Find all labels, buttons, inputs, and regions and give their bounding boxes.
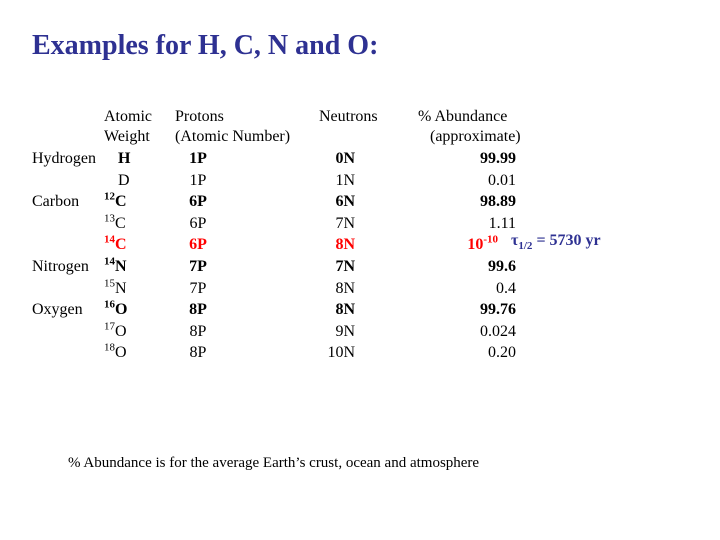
isotope-symbol: [104, 214, 126, 234]
header-atomic: Atomic: [104, 108, 152, 125]
mass-number: 13: [104, 212, 115, 225]
neutron-count: 8N: [335, 236, 355, 253]
abundance-base: 10: [467, 236, 484, 253]
neutron-count: 1N: [335, 172, 355, 189]
neutron-count: 9N: [335, 323, 355, 340]
abundance-value: 0.01: [488, 172, 516, 189]
element-name: Oxygen: [32, 301, 83, 318]
neutron-count: 7N: [335, 258, 355, 275]
header-atomic-number: (Atomic Number): [175, 128, 291, 145]
mass-number: 14: [104, 255, 115, 268]
footnote: % Abundance is for the average Earth’s crust, ocean and atmosphere: [68, 455, 480, 471]
element-symbol: H: [118, 150, 131, 167]
half-life-note: [511, 232, 601, 253]
tau-symbol: τ: [511, 232, 519, 249]
mass-number: 16: [104, 298, 115, 311]
neutron-count: 7N: [335, 215, 355, 232]
proton-count: 8P: [189, 301, 207, 318]
neutron-count: 6N: [335, 193, 355, 210]
isotope-symbol: [104, 235, 127, 255]
mass-number: 14: [104, 233, 115, 246]
element-name: Nitrogen: [32, 258, 89, 275]
mass-number: 17: [104, 320, 115, 333]
element-symbol: N: [115, 258, 127, 275]
element-symbol: O: [115, 301, 128, 318]
abundance-value: 0.4: [496, 280, 516, 297]
abundance-value: 99.76: [480, 301, 516, 318]
isotope-symbol: [104, 300, 127, 320]
element-symbol: C: [115, 193, 127, 210]
neutron-count: 10N: [327, 344, 355, 361]
abundance-value: 98.89: [480, 193, 516, 210]
header-protons: Protons: [175, 108, 224, 125]
isotope-symbol: [104, 343, 127, 363]
element-name: Hydrogen: [32, 150, 96, 167]
proton-count: 6P: [189, 215, 207, 232]
element-symbol: D: [118, 172, 130, 189]
mass-number: 15: [104, 277, 115, 290]
half-life-value: = 5730 yr: [532, 232, 601, 249]
header-neutrons: Neutrons: [319, 108, 378, 125]
isotope-symbol: [104, 192, 127, 212]
abundance-value: 0.20: [488, 344, 516, 361]
isotope-symbol: [104, 322, 127, 342]
mass-number: 18: [104, 341, 115, 354]
abundance-exponent: -10: [483, 233, 498, 246]
neutron-count: 8N: [335, 301, 355, 318]
mass-number: 12: [104, 190, 115, 203]
abundance-value: [467, 235, 498, 255]
element-symbol: O: [115, 344, 127, 361]
abundance-value: 99.6: [488, 258, 516, 275]
proton-count: 6P: [189, 193, 207, 210]
proton-count: 8P: [189, 344, 207, 361]
proton-count: 7P: [189, 280, 207, 297]
proton-count: 7P: [189, 258, 207, 275]
abundance-value: 0.024: [480, 323, 516, 340]
isotope-symbol: [118, 149, 130, 169]
isotope-symbol: [104, 279, 127, 299]
page-title: Examples for H, C, N and O:: [32, 30, 379, 61]
element-symbol: C: [115, 236, 127, 253]
isotope-symbol: [104, 257, 127, 277]
header-abundance: % Abundance: [418, 108, 508, 125]
header-approximate: (approximate): [430, 128, 521, 145]
element-symbol: C: [115, 215, 126, 232]
element-symbol: N: [115, 280, 127, 297]
proton-count: 1P: [189, 150, 207, 167]
neutron-count: 0N: [335, 150, 355, 167]
element-name: Carbon: [32, 193, 80, 210]
proton-count: 6P: [189, 236, 207, 253]
header-weight: Weight: [104, 128, 150, 145]
abundance-value: 1.11: [488, 215, 516, 232]
abundance-value: 99.99: [480, 150, 516, 167]
proton-count: 1P: [189, 172, 207, 189]
proton-count: 8P: [189, 323, 207, 340]
neutron-count: 8N: [335, 280, 355, 297]
isotope-symbol: [118, 171, 130, 191]
element-symbol: O: [115, 323, 127, 340]
tau-subscript: 1/2: [518, 240, 533, 253]
